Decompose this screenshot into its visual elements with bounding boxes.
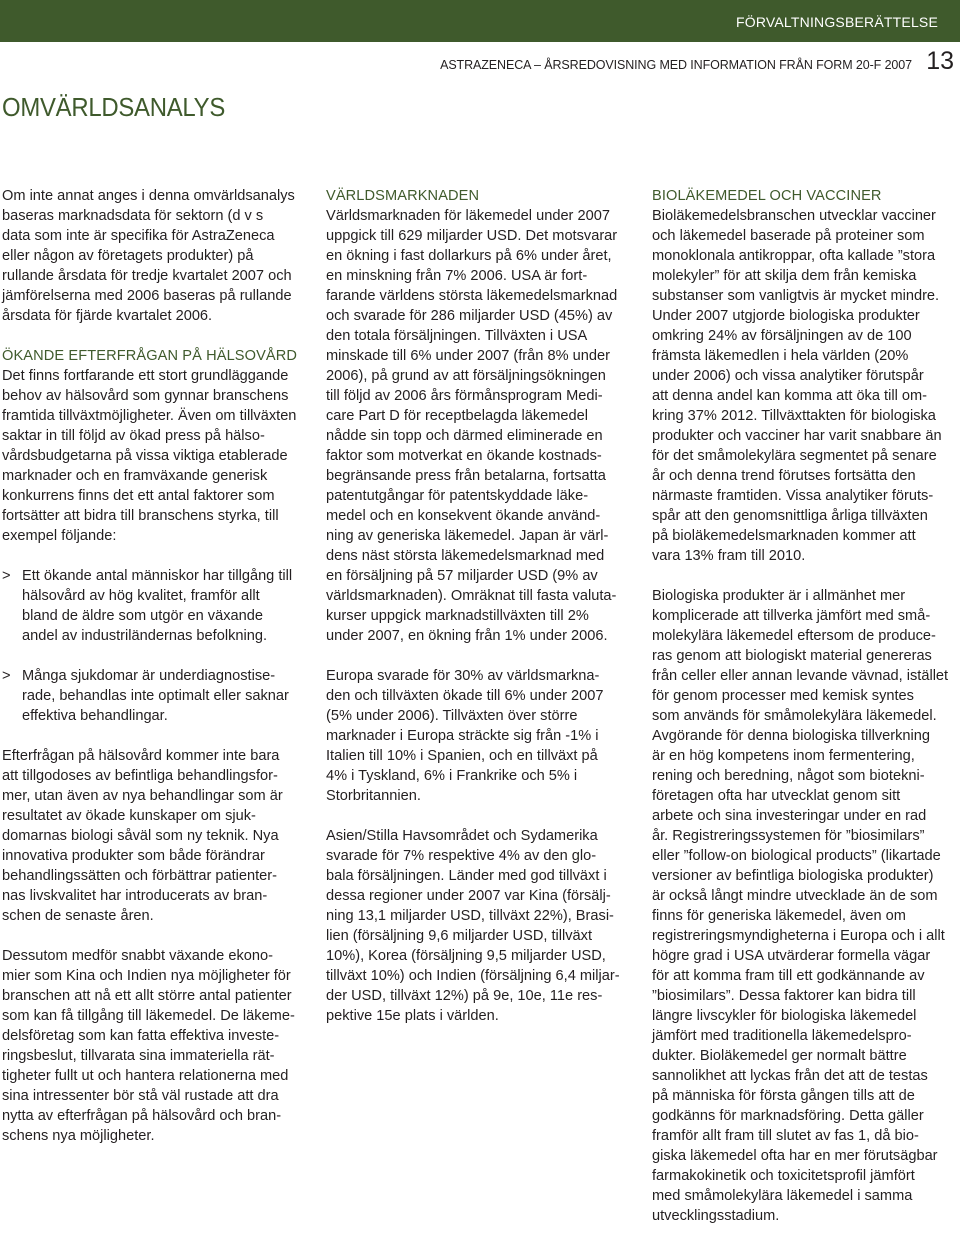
text-line: baseras marknadsdata för sektorn (d v s bbox=[2, 208, 264, 224]
heading-demand: ÖKANDE EFTERFRÅGAN PÅ HÄLSOVÅRD bbox=[2, 348, 298, 364]
text-line: marknader och en framväxande generisk bbox=[2, 468, 268, 484]
text-line: tigheter fullt ut och hantera relationerna med bbox=[2, 1068, 289, 1084]
text-line: Bioläkemedelsbranschen utvecklar vacciner bbox=[652, 208, 936, 224]
text-line: vara 13% fram till 2010. bbox=[652, 548, 806, 564]
text-line: pektive 15e plats i världen. bbox=[326, 1008, 499, 1024]
page-title: OMVÄRLDSANALYS bbox=[2, 92, 226, 122]
text-line: dessa regioner under 2007 var Kina (försälj- bbox=[326, 888, 611, 904]
body-paragraph bbox=[326, 206, 632, 646]
text-line: en försäljning på 57 miljarder USD (9% av bbox=[326, 568, 598, 584]
text-line: längre livscykler för biologiska läkemedel bbox=[652, 1008, 917, 1024]
text-line: versioner av befintliga biologiska produkter) bbox=[652, 868, 934, 884]
text-line: godkänns för marknadsföring. Detta gäller bbox=[652, 1108, 924, 1124]
bullet-text bbox=[22, 666, 306, 726]
text-line: och läkemedel baserade på proteiner som bbox=[652, 228, 925, 244]
text-line: begränsande press från betalarna, fortsatta bbox=[326, 468, 606, 484]
text-line: giska läkemedel ofta har en mer förutsägbar bbox=[652, 1148, 938, 1164]
text-line: ning av generiska läkemedel. Japan är värl- bbox=[326, 528, 609, 544]
bullet-item bbox=[2, 666, 306, 726]
body-paragraph bbox=[2, 746, 306, 926]
text-line: innovativa produkter som både förändrar bbox=[2, 848, 265, 864]
text-line: som används för småmolekylära läkemedel. bbox=[652, 708, 937, 724]
text-line: med småmolekylära läkemedel i samma bbox=[652, 1188, 913, 1204]
header-bar bbox=[0, 0, 960, 42]
text-line: rening och beredning, något som biotekni- bbox=[652, 768, 925, 784]
text-line: Avgörande för denna biologiska tillverkning bbox=[652, 728, 931, 744]
text-line: på bioläkemedelsmarknaden kommer att bbox=[652, 528, 916, 544]
text-line: Många sjukdomar är underdiagnostise- bbox=[22, 668, 276, 684]
text-line: farande världens största läkemedelsmarknad bbox=[326, 288, 618, 304]
column-1 bbox=[2, 186, 306, 1166]
text-line: Dessutom medför snabbt växande ekono- bbox=[2, 948, 273, 964]
text-line: högre grad i USA utvärderar formella vägar bbox=[652, 948, 931, 964]
bullet-mark: > bbox=[2, 568, 11, 584]
text-line: substanser som vanligtvis är mycket mindre. bbox=[652, 288, 940, 304]
text-line: nas livskvalitet har introducerats av bran- bbox=[2, 888, 268, 904]
body-paragraph bbox=[2, 946, 306, 1146]
text-line: dens näst största läkemedelsmarknad med bbox=[326, 548, 605, 564]
text-line: behov av hälsovård som gynnar branschens bbox=[2, 388, 289, 404]
bullet-item bbox=[2, 566, 306, 646]
text-line: och svarade för 286 miljarder USD (45%) av bbox=[326, 308, 613, 324]
text-line: Världsmarknaden för läkemedel under 2007 bbox=[326, 208, 610, 224]
text-line: data som inte är specifika för AstraZeneca bbox=[2, 228, 275, 244]
text-line: 10%), Korea (försäljning 9,5 miljarder USD, bbox=[326, 948, 606, 964]
text-line: faktor som motverkat en ökande kostnads- bbox=[326, 448, 602, 464]
text-line: produkter och vacciner har varit snabbare än bbox=[652, 428, 942, 444]
text-line: rullande årsdata för tredje kvartalet 2007 och bbox=[2, 268, 292, 284]
text-line: framtida tillväxtmöjligheter. Även om tillväxten bbox=[2, 408, 297, 424]
text-line: år och denna trend förutses fortsätta den bbox=[652, 468, 916, 484]
text-line: minskade till 6% under 2007 (från 8% under bbox=[326, 348, 610, 364]
text-line: Asien/Stilla Havsområdet och Sydamerika bbox=[326, 828, 598, 844]
text-line: resultatet av ökade kunskaper om sjuk- bbox=[2, 808, 256, 824]
text-line: vårdsbudgetarna på vissa viktiga etablerade bbox=[2, 448, 288, 464]
text-line: behandlingssätten och förbättrar patienter- bbox=[2, 868, 278, 884]
text-line: utvecklingsstadium. bbox=[652, 1208, 780, 1224]
text-line: att denna andel kan komma att öka till om- bbox=[652, 388, 927, 404]
heading-biologics: BIOLÄKEMEDEL OCH VACCINER bbox=[652, 188, 882, 204]
text-line: 4% i Tyskland, 6% i Frankrike och 5% i bbox=[326, 768, 578, 784]
intro-paragraph bbox=[2, 186, 306, 326]
column-3 bbox=[652, 186, 958, 1246]
text-line: kurser uppgick marknadstillväxten till 2% bbox=[326, 608, 589, 624]
heading-world-market: VÄRLDSMARKNADEN bbox=[326, 188, 480, 204]
page-number: 13 bbox=[926, 47, 954, 75]
text-line: konkurrens finns det ett antal faktorer som bbox=[2, 488, 275, 504]
text-line: sina intressenter bör stå väl rustade att dra bbox=[2, 1088, 279, 1104]
text-line: sannolikhet att lyckas från det att de testas bbox=[652, 1068, 928, 1084]
text-line: ras genom att biologiskt material genereras bbox=[652, 648, 932, 664]
text-line: farmakokinetik och toxicitetsprofil jämfört bbox=[652, 1168, 915, 1184]
text-line: molekylära läkemedel eftersom de produce- bbox=[652, 628, 936, 644]
text-line: eller någon av företagets produkter) på bbox=[2, 248, 254, 264]
text-line: schens nya möjligheter. bbox=[2, 1128, 155, 1144]
text-line: till följd av 2006 års förmånsprogram Medi- bbox=[326, 388, 603, 404]
body-paragraph bbox=[326, 826, 632, 1026]
text-line: bala försäljningen. Länder med god tillväxt i bbox=[326, 868, 607, 884]
text-line: mer, utan även av nya behandlingar som är bbox=[2, 788, 283, 804]
text-line: domarnas biologi såväl som ny teknik. Nya bbox=[2, 828, 279, 844]
body-paragraph bbox=[326, 666, 632, 806]
text-line: årsdata för fjärde kvartalet 2006. bbox=[2, 308, 213, 324]
text-line: världsmarknaden). Omräknat till fasta valuta- bbox=[326, 588, 617, 604]
text-line: för genom processer med kemisk syntes bbox=[652, 688, 914, 704]
text-line: från celler eller annan levande vävnad, istället bbox=[652, 668, 949, 684]
text-line: eller ”follow-on biological products” (likartade bbox=[652, 848, 941, 864]
text-line: tillväxt 10%) och Indien (försäljning 6,4 miljar- bbox=[326, 968, 620, 984]
text-line: saktar in till följd av ökad press på hälso- bbox=[2, 428, 265, 444]
text-line: der USD, tillväxt 12%) på 9e, 10e, 11e res- bbox=[326, 988, 603, 1004]
text-line: nådde sin topp och därmed eliminerade en bbox=[326, 428, 603, 444]
text-line: som kan få tillgång till läkemedel. De läkeme- bbox=[2, 1008, 295, 1024]
text-line: framför allt fram till slutet av fas 1, då bio- bbox=[652, 1128, 919, 1144]
text-line: arbete och sina investeringar under en rad bbox=[652, 808, 927, 824]
text-line: branschen att nå ett allt större antal patienter bbox=[2, 988, 292, 1004]
text-line: dukter. Bioläkemedel ger normalt bättre bbox=[652, 1048, 907, 1064]
text-line: omkring 24% av försäljningen av de 100 bbox=[652, 328, 912, 344]
text-line: komplicerade att tillverka jämfört med små- bbox=[652, 608, 931, 624]
text-line: (5% under 2006). Tillväxten över större bbox=[326, 708, 578, 724]
text-line: fortsätter att bidra till branschens styrka, till bbox=[2, 508, 279, 524]
text-line: uppgick till 629 miljarder USD. Det motsvarar bbox=[326, 228, 618, 244]
text-line: Om inte annat anges i denna omvärldsanalys bbox=[2, 188, 295, 204]
text-line: år. Registreringssystemen för ”biosimilars” bbox=[652, 828, 925, 844]
text-line: 2006), på grund av att försäljningsökningen bbox=[326, 368, 606, 384]
text-line: Det finns fortfarande ett stort grundläggande bbox=[2, 368, 289, 384]
text-line: delsföretag som kan fatta effektiva investe- bbox=[2, 1028, 280, 1044]
text-line: ning 13,1 miljarder USD, tillväxt 22%), Brasi- bbox=[326, 908, 614, 924]
body-paragraph bbox=[652, 206, 958, 566]
text-line: rade, behandlas inte optimalt eller saknar bbox=[22, 688, 289, 704]
text-line: Ett ökande antal människor har tillgång till bbox=[22, 568, 293, 584]
text-line: en ökning i fast dollarkurs på 6% under året, bbox=[326, 248, 612, 264]
text-line: en minskning från 7% 2006. USA är fort- bbox=[326, 268, 588, 284]
text-line: molekyler” för att skilja dem från kemiska bbox=[652, 268, 917, 284]
report-subtitle: ASTRAZENECA – ÅRSREDOVISNING MED INFORMATION FRÅN FORM 20-F 2007 bbox=[440, 58, 912, 72]
text-line: den och tillväxten ökade till 6% under 2007 bbox=[326, 688, 604, 704]
text-line: bland de äldre som utgör en växande bbox=[22, 608, 263, 624]
text-line: Under 2007 utgjorde biologiska produkter bbox=[652, 308, 920, 324]
text-line: patentutgångar för patentskyddade läke- bbox=[326, 488, 589, 504]
text-line: den totala försäljningen. Tillväxten i USA bbox=[326, 328, 588, 344]
text-line: närmaste framtiden. Vissa analytiker föruts- bbox=[652, 488, 934, 504]
text-line: är en hög kompetens inom fermentering, bbox=[652, 748, 915, 764]
text-line: företagen ofta har utvecklat genom sitt bbox=[652, 788, 901, 804]
bullet-text bbox=[22, 566, 306, 646]
section-title: FÖRVALTNINGSBERÄTTELSE bbox=[736, 14, 938, 30]
column-2 bbox=[326, 186, 632, 1046]
text-line: jämfört med traditionella läkemedelspro- bbox=[652, 1028, 912, 1044]
text-line: är också långt mindre utvecklade än de som bbox=[652, 888, 938, 904]
text-line: care Part D för receptbelagda läkemedel bbox=[326, 408, 589, 424]
text-line: under 2007, en ökning från 1% under 2006. bbox=[326, 628, 608, 644]
text-line: på människa för första gången tills att de bbox=[652, 1088, 915, 1104]
bullet-mark: > bbox=[2, 668, 11, 684]
text-line: exempel följande: bbox=[2, 528, 117, 544]
body-paragraph bbox=[652, 586, 958, 1226]
text-line: lien (försäljning 9,6 miljarder USD, tillväxt bbox=[326, 928, 593, 944]
text-line: att tillgodoses av befintliga behandlingsfor- bbox=[2, 768, 278, 784]
text-line: Italien till 10% i Spanien, och en tillväxt på bbox=[326, 748, 598, 764]
text-line: effektiva behandlingar. bbox=[22, 708, 168, 724]
text-line: spår att den genomsnittliga årliga tillväxten bbox=[652, 508, 928, 524]
text-line: Europa svarade för 30% av världsmarkna- bbox=[326, 668, 600, 684]
text-line: för det småmolekylära segmentet på senare bbox=[652, 448, 937, 464]
text-line: för att komma fram till ett godkännande av bbox=[652, 968, 925, 984]
text-line: ”biosimilars”. Dessa faktorer kan bidra till bbox=[652, 988, 916, 1004]
text-line: Storbritannien. bbox=[326, 788, 421, 804]
text-line: Efterfrågan på hälsovård kommer inte bara bbox=[2, 748, 280, 764]
text-line: finns för generiska läkemedel, även om bbox=[652, 908, 906, 924]
demand-paragraph bbox=[2, 366, 306, 546]
text-line: Biologiska produkter är i allmänhet mer bbox=[652, 588, 906, 604]
text-line: ringsbeslut, tillvarata sina immateriella rät- bbox=[2, 1048, 275, 1064]
text-line: andel av industriländernas befolkning. bbox=[22, 628, 268, 644]
text-line: jämförelserna med 2006 baseras på rullande bbox=[2, 288, 292, 304]
text-line: svarade för 7% respektive 4% av den glo- bbox=[326, 848, 597, 864]
text-line: mier som Kina och Indien nya möjligheter för bbox=[2, 968, 291, 984]
text-line: nytta av efterfrågan på hälsovård och bran- bbox=[2, 1108, 282, 1124]
text-line: registreringsmyndigheterna i Europa och i allt bbox=[652, 928, 945, 944]
text-line: marknader i Europa sträckte sig från -1% i bbox=[326, 728, 599, 744]
text-line: medel och en konsekvent ökande använd- bbox=[326, 508, 601, 524]
text-line: schen de senaste åren. bbox=[2, 908, 154, 924]
text-line: främsta läkemedlen i hela världen (20% bbox=[652, 348, 909, 364]
text-line: under 2006) och vissa analytiker förutspår bbox=[652, 368, 924, 384]
text-line: monoklonala antikroppar, ofta kallade ”stora bbox=[652, 248, 936, 264]
text-line: hälsovård av hög kvalitet, framför allt bbox=[22, 588, 260, 604]
text-line: kring 37% 2012. Tillväxttakten för biologiska bbox=[652, 408, 936, 424]
